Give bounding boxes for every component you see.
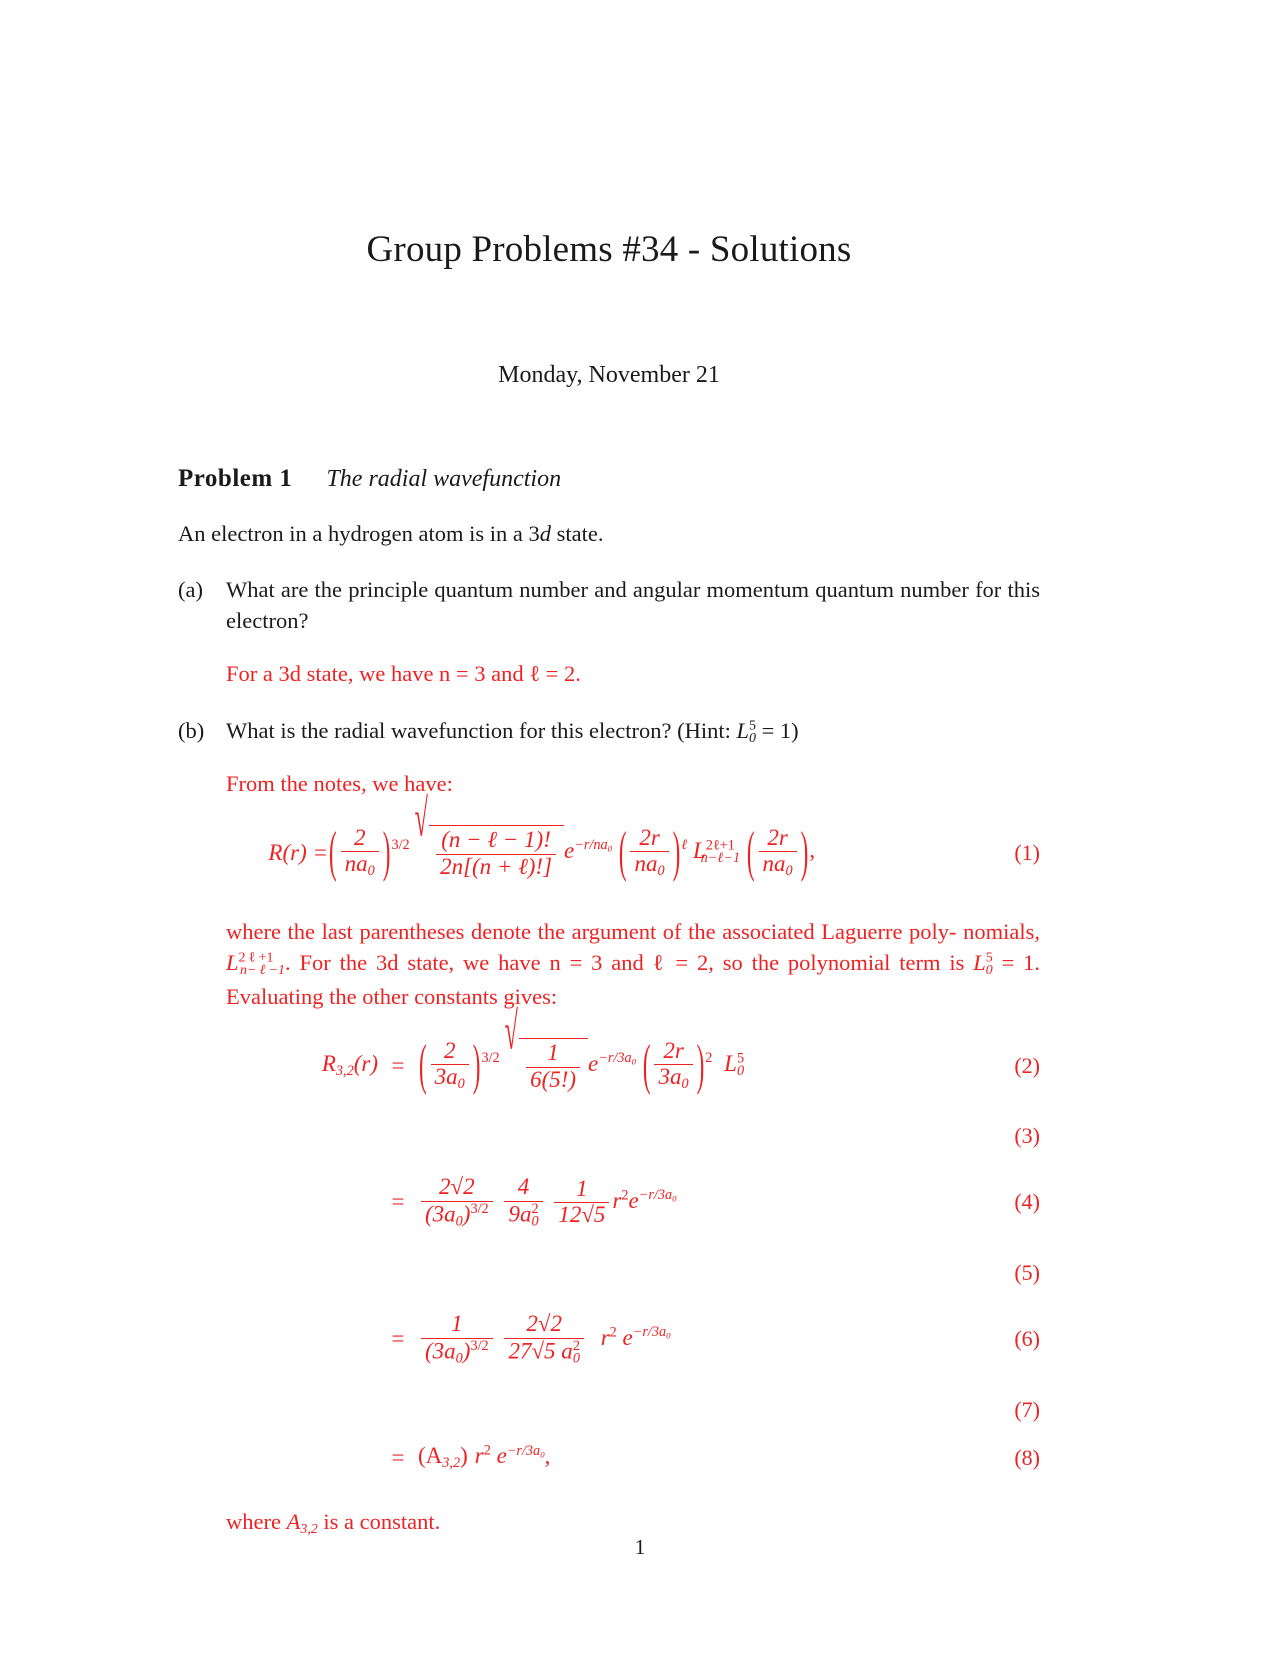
equation-6-number: (6)	[1014, 1326, 1040, 1352]
eq4-fraction-3: $\frac{1}{12√5}$	[554, 1177, 609, 1229]
eq2-power-exponent: 2	[705, 1050, 713, 1067]
laguerre-symbol-general: $L^{2\ell+1}_{n-\ell-1}$	[226, 950, 286, 979]
equation-2-equals: =	[391, 1052, 405, 1078]
eq1-base-exponent: 3/2	[391, 837, 410, 854]
equation-4-equals: =	[391, 1189, 405, 1215]
eq1-exponential: $e^{-r/na_0}$	[564, 837, 613, 863]
eq2-laguerre: $L^5_0$	[724, 1050, 745, 1079]
solution-lead-b: From the notes, we have:	[226, 770, 453, 796]
eq8-constant: $(A_{3,2})$	[418, 1443, 468, 1472]
equation-4-number: (4)	[1014, 1189, 1040, 1215]
question-item-b	[178, 715, 1040, 748]
equation-7-number: (7)	[1014, 1396, 1040, 1422]
equation-1-body	[328, 789, 976, 883]
eq2-base-exponent: 3/2	[481, 1050, 500, 1067]
intro-text-before: An electron in a hydrogen atom is in a 3	[178, 521, 540, 546]
page-content	[178, 0, 1040, 1540]
equation-2-number: (2)	[1014, 1052, 1040, 1078]
equation-8-number: (8)	[1014, 1444, 1040, 1470]
where-line-3a: term is	[899, 950, 974, 976]
equation-2-body	[418, 1002, 976, 1096]
problem-title: The radial wavefunction	[326, 466, 562, 492]
equation-1-number: (1)	[1014, 839, 1040, 865]
eq1-sqrt: √ $\frac{\text{(n − ℓ − 1)!}}{\text{2n[(n + ℓ)!]}}$	[415, 825, 564, 880]
constant-symbol: $A_{3,2}$	[286, 1509, 318, 1538]
solution-text-a: For a 3d state, we have n = 3 and ℓ = 2.	[226, 661, 581, 687]
question-b-post: = 1)	[755, 717, 799, 743]
page-title: Group Problems #34 - Solutions	[366, 229, 852, 270]
eq2-exponential: $e^{-r/3a_0}$	[588, 1050, 637, 1076]
equation-6-body	[418, 1312, 976, 1367]
equation-1-row	[178, 789, 1040, 883]
equation-4-row	[178, 1175, 1040, 1230]
equation-4-body	[418, 1175, 976, 1230]
eq2-sqrt: √ $\frac{1}{6(5!)}$	[505, 1038, 588, 1093]
eq4-fraction-1: $\frac{2√2}{(3a_0)^{3/2}}$	[421, 1175, 493, 1230]
part-marker-b: (b)	[178, 717, 205, 743]
intro-orbital-letter: d	[539, 521, 552, 546]
equation-8-body	[418, 1443, 976, 1473]
eq4-tail: $r^2e^{-r/3a_0}$	[612, 1187, 677, 1213]
page-number: 1	[634, 1535, 646, 1559]
eq1-argument-paren: ( $\frac{2r}{na_0}$ )	[746, 820, 809, 883]
eq1-base-paren: ( $\frac{2}{na_0}$ )	[329, 820, 391, 883]
hint-laguerre-symbol: $L^5_0$	[736, 717, 756, 746]
where-line-2b: . For the 3d state, we have n = 3 and ℓ = 2, so the polynomial	[285, 950, 891, 976]
where-line-1: where the last parentheses denote the argument of the associated Laguerre poly-	[226, 918, 957, 944]
eq1-power-paren: ( $\frac{2r}{na_0}$ )	[618, 820, 681, 883]
where-line-3b: = 1. Evaluating the other constants gives:	[226, 950, 1040, 1009]
eq1-laguerre: $L^{2\ell+1}_{n-\ell-1}$	[692, 837, 741, 866]
equation-2-lhs: $R_{3,2}(r)$	[321, 1051, 378, 1080]
eq1-trailing-comma: ,	[809, 837, 816, 863]
eq1-power-exponent: ℓ	[681, 837, 688, 854]
problem-label: Problem 1	[178, 465, 293, 492]
where-line-2a: nomials,	[963, 918, 1040, 944]
equation-7-row	[178, 1397, 1040, 1423]
question-item-a	[178, 574, 1040, 636]
equation-derivation-block	[178, 1002, 1040, 1472]
equation-5-number: (5)	[1014, 1259, 1040, 1285]
document-date: Monday, November 21	[498, 362, 720, 388]
eq8-tail: $r^2$ $e^{-r/3a_0}$	[474, 1442, 545, 1469]
eq6-fraction-2: $\frac{2√2}{27√5 a_0^2}$	[504, 1312, 584, 1367]
equation-2-row	[178, 1002, 1040, 1096]
laguerre-explanation	[226, 916, 1040, 1012]
equation-1-lhs: R(r) =	[268, 839, 328, 865]
problem-heading	[178, 465, 1040, 493]
eq6-tail: $r^2$ $e^{-r/3a_0}$	[600, 1323, 671, 1350]
question-text-a: What are the principle quantum number and angular momentum quantum number for this electron?	[226, 577, 1040, 634]
eq2-base-paren: ( $\frac{2}{3a_0}$ )	[419, 1033, 481, 1096]
question-b-pre: What is the radial wavefunction for this electron? (Hint:	[226, 717, 737, 743]
question-text-b	[226, 715, 1040, 748]
equation-8-equals: =	[391, 1444, 405, 1470]
laguerre-symbol-specific: $L^5_0$	[973, 950, 993, 979]
equation-8-row	[178, 1443, 1040, 1473]
equation-6-row	[178, 1312, 1040, 1367]
intro-text-after: state.	[551, 521, 604, 546]
eq8-trailing-comma: ,	[544, 1443, 551, 1469]
equation-3-number: (3)	[1014, 1123, 1040, 1149]
closing-text-a: where	[226, 1509, 287, 1535]
part-marker-a: (a)	[178, 577, 203, 603]
closing-text-b: is a constant.	[317, 1509, 441, 1535]
eq6-fraction-1: $\frac{1}{(3a_0)^{3/2}}$	[421, 1312, 493, 1367]
eq2-power-paren: ( $\frac{2r}{3a_0}$ )	[642, 1033, 705, 1096]
equation-1-block	[178, 789, 1040, 883]
eq4-fraction-2: $\frac{4}{9a_0^2}$	[504, 1175, 542, 1230]
equation-6-equals: =	[391, 1326, 405, 1352]
equation-3-row	[178, 1123, 1040, 1149]
problem-intro	[178, 518, 1040, 549]
equation-5-row	[178, 1260, 1040, 1286]
